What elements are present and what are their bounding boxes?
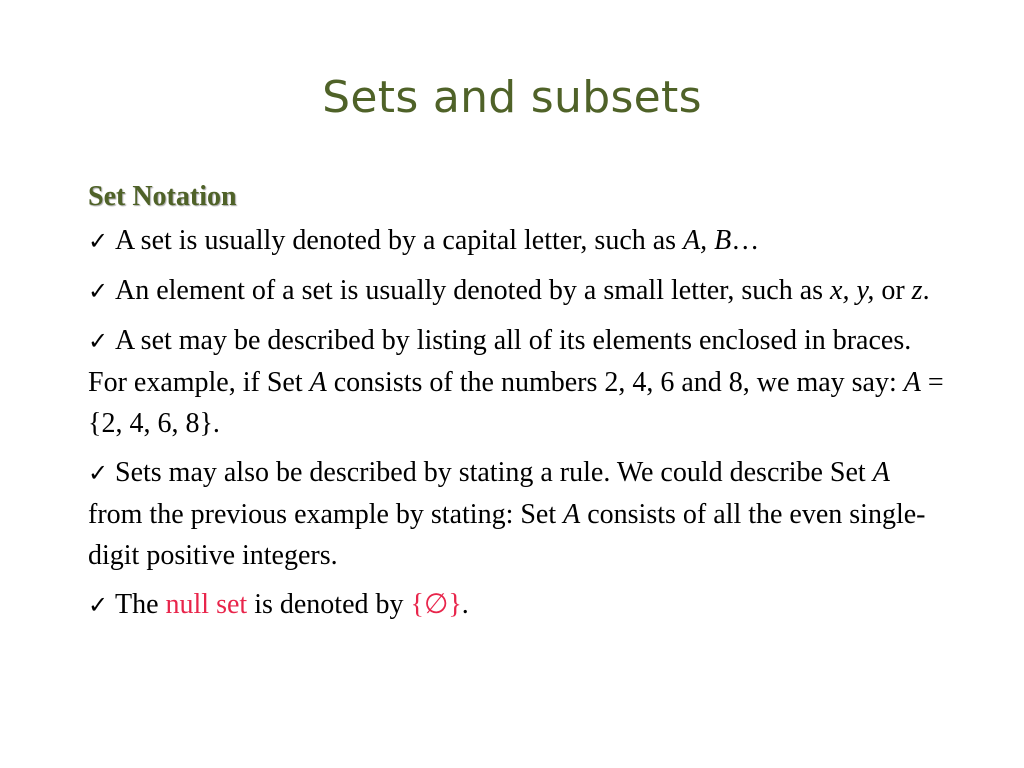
checkmark-icon: ✓ [88, 591, 109, 619]
bullet-italic-text: x, y, [830, 275, 875, 306]
bullet-italic-text: A [563, 499, 581, 530]
bullet-text: consists of all the even single-digit positive integers. [88, 499, 926, 571]
bullet-text: A set is usually denoted by a capital letter, such as [115, 225, 684, 256]
section-heading: Set Notation [88, 181, 237, 212]
checkmark-icon: ✓ [88, 227, 109, 255]
bullet-italic-text: A [872, 457, 890, 488]
bullet-text: The [115, 589, 166, 620]
null-set-term: null set [165, 589, 248, 620]
bullet-text: A set may be described by listing all of its elements enclosed in braces. For example, if Set [88, 325, 912, 398]
bullet-item [88, 220, 948, 262]
bullet-item [88, 270, 948, 312]
bullet-item [88, 584, 948, 626]
bullet-italic-text: A [903, 367, 921, 398]
bullet-text: … [731, 225, 760, 256]
bullet-text: Sets may also be described by stating a rule. We could describe Set [115, 457, 873, 488]
slide-title: Sets and subsets [322, 72, 702, 123]
slide-content [88, 176, 948, 634]
checkmark-icon: ✓ [88, 277, 109, 305]
null-set-symbol: {∅} [410, 589, 462, 620]
checkmark-icon: ✓ [88, 327, 109, 355]
checkmark-icon: ✓ [88, 459, 109, 487]
bullet-italic-text: z [911, 275, 923, 306]
bullet-text: consists of the numbers 2, 4, 6 and 8, we may say: [326, 367, 904, 398]
bullet-text: is denoted by [247, 589, 411, 620]
bullet-text: = {2, 4, 6, 8}. [88, 367, 944, 439]
bullet-text: . [461, 589, 469, 620]
bullet-text: from the previous example by stating: Set [88, 499, 564, 530]
bullet-text: . [922, 275, 930, 306]
bullet-item [88, 320, 948, 444]
bullet-text: or [874, 275, 912, 306]
bullet-item [88, 452, 948, 576]
bullet-text: An element of a set is usually denoted by a small letter, such as [115, 275, 831, 306]
bullet-italic-text: A [309, 367, 327, 398]
bullet-italic-text: A, B [683, 225, 732, 256]
